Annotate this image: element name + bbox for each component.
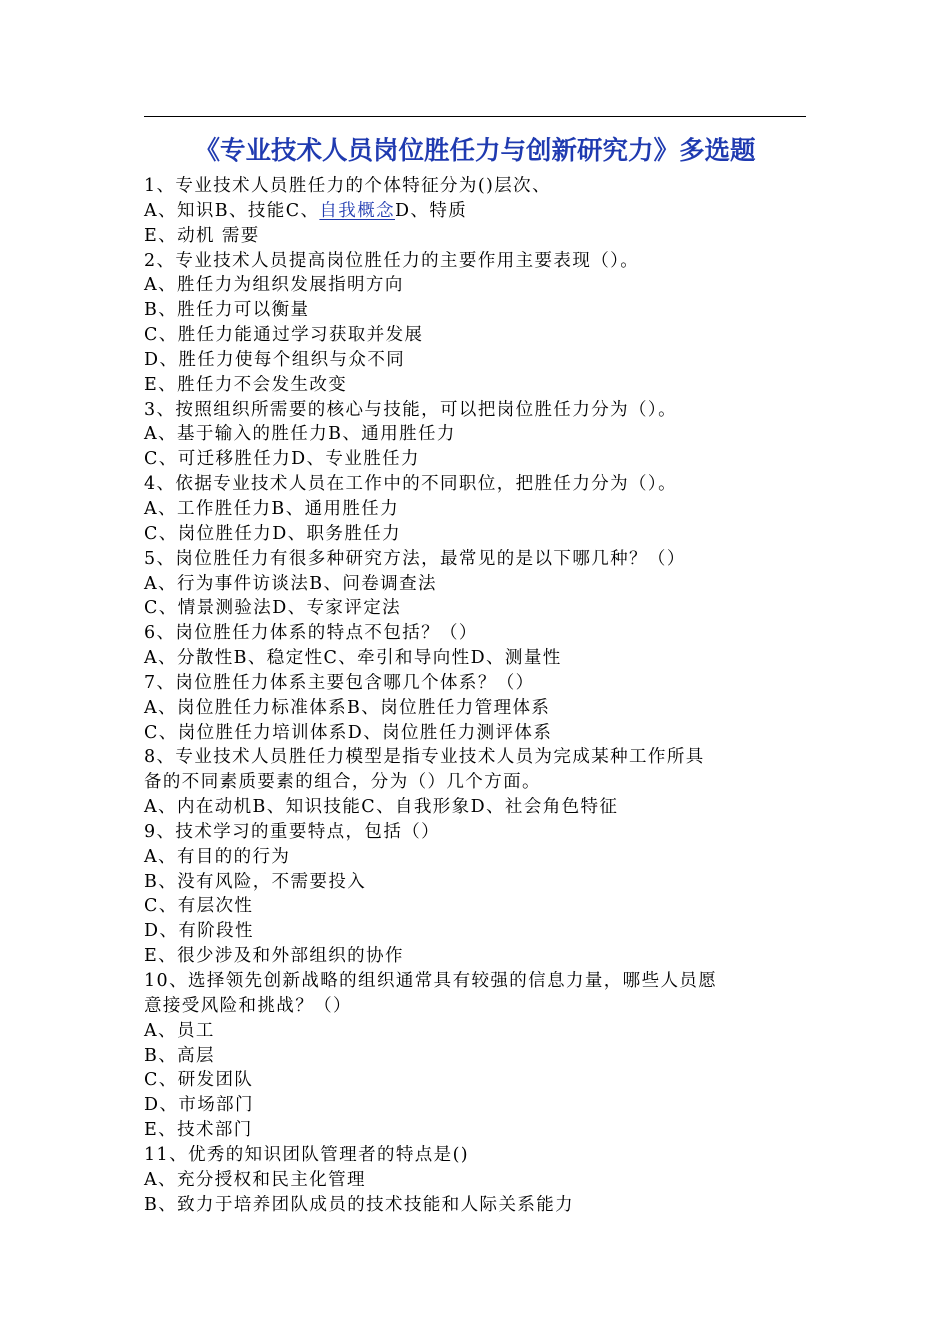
text-line: B、致力于培养团队成员的技术技能和人际关系能力 (144, 1194, 575, 1215)
option-text: D、特质 (395, 200, 468, 221)
text-line: A、基于输入的胜任力B、通用胜任力 (144, 424, 456, 445)
text-line: E、很少涉及和外部组织的协作 (144, 946, 404, 967)
text-line: 1、专业技术人员胜任力的个体特征分为()层次、 (144, 176, 551, 196)
text-line: A、岗位胜任力标准体系B、岗位胜任力管理体系 (144, 697, 551, 718)
text-line: A、有目的的行为 (144, 846, 291, 867)
text-line: C、岗位胜任力D、职务胜任力 (144, 523, 402, 544)
text-line: A、内在动机B、知识技能C、自我形象D、社会角色特征 (144, 797, 619, 818)
text-line (144, 199, 810, 224)
text-line: D、胜任力使每个组织与众不同 (144, 349, 406, 370)
text-line: 意接受风险和挑战？（） (144, 995, 352, 1016)
text-line: 7、岗位胜任力体系主要包含哪几个体系？（） (144, 672, 535, 693)
text-line: 10、选择领先创新战略的组织通常具有较强的信息力量，哪些人员愿 (144, 971, 718, 991)
text-line: 8、专业技术人员胜任力模型是指专业技术人员为完成某种工作所具 (144, 747, 705, 768)
text-line: 6、岗位胜任力体系的特点不包括？（） (144, 623, 478, 644)
option-text: A、知识B、技能C、 (144, 200, 320, 221)
text-line: A、分散性B、稳定性C、牵引和导向性D、测量性 (144, 648, 562, 669)
text-line: A、员工 (144, 1020, 215, 1041)
question-list (144, 174, 810, 1217)
text-line: A、充分授权和民主化管理 (144, 1169, 366, 1190)
text-line: C、研发团队 (144, 1070, 254, 1091)
text-line: A、行为事件访谈法B、问卷调查法 (144, 573, 437, 594)
text-line: A、工作胜任力B、通用胜任力 (144, 498, 400, 519)
text-line: 11、优秀的知识团队管理者的特点是() (144, 1144, 470, 1165)
text-line: E、技术部门 (144, 1120, 253, 1141)
text-line: 3、按照组织所需要的核心与技能，可以把岗位胜任力分为（）。 (144, 399, 677, 420)
text-line: C、情景测验法D、专家评定法 (144, 598, 402, 619)
text-line: C、胜任力能通过学习获取并发展 (144, 325, 424, 346)
text-line: A、胜任力为组织发展指明方向 (144, 275, 404, 296)
document-title: 《专业技术人员岗位胜任力与创新研究力》多选题 (194, 136, 756, 166)
text-line: C、岗位胜任力培训体系D、岗位胜任力测评体系 (144, 722, 553, 743)
text-line: E、胜任力不会发生改变 (144, 374, 348, 395)
text-line: B、没有风险，不需要投入 (144, 871, 367, 892)
text-line: E、动机 需要 (144, 225, 260, 246)
text-line: C、可迁移胜任力D、专业胜任力 (144, 449, 420, 470)
text-line: 9、技术学习的重要特点，包括（） (144, 821, 441, 842)
term-link[interactable]: 自我概念 (319, 200, 395, 221)
text-line: D、市场部门 (144, 1095, 254, 1116)
text-line: 备的不同素质要素的组合，分为（）几个方面。 (144, 772, 541, 793)
text-line: C、有层次性 (144, 896, 254, 917)
text-line: B、胜任力可以衡量 (144, 300, 310, 321)
text-line: B、高层 (144, 1045, 215, 1066)
text-line: 5、岗位胜任力有很多种研究方法，最常见的是以下哪几种？（） (144, 548, 686, 569)
top-divider (144, 116, 806, 117)
text-line: 4、依据专业技术人员在工作中的不同职位，把胜任力分为（）。 (144, 474, 677, 495)
text-line: 2、专业技术人员提高岗位胜任力的主要作用主要表现（）。 (144, 250, 640, 271)
text-line: D、有阶段性 (144, 921, 254, 942)
